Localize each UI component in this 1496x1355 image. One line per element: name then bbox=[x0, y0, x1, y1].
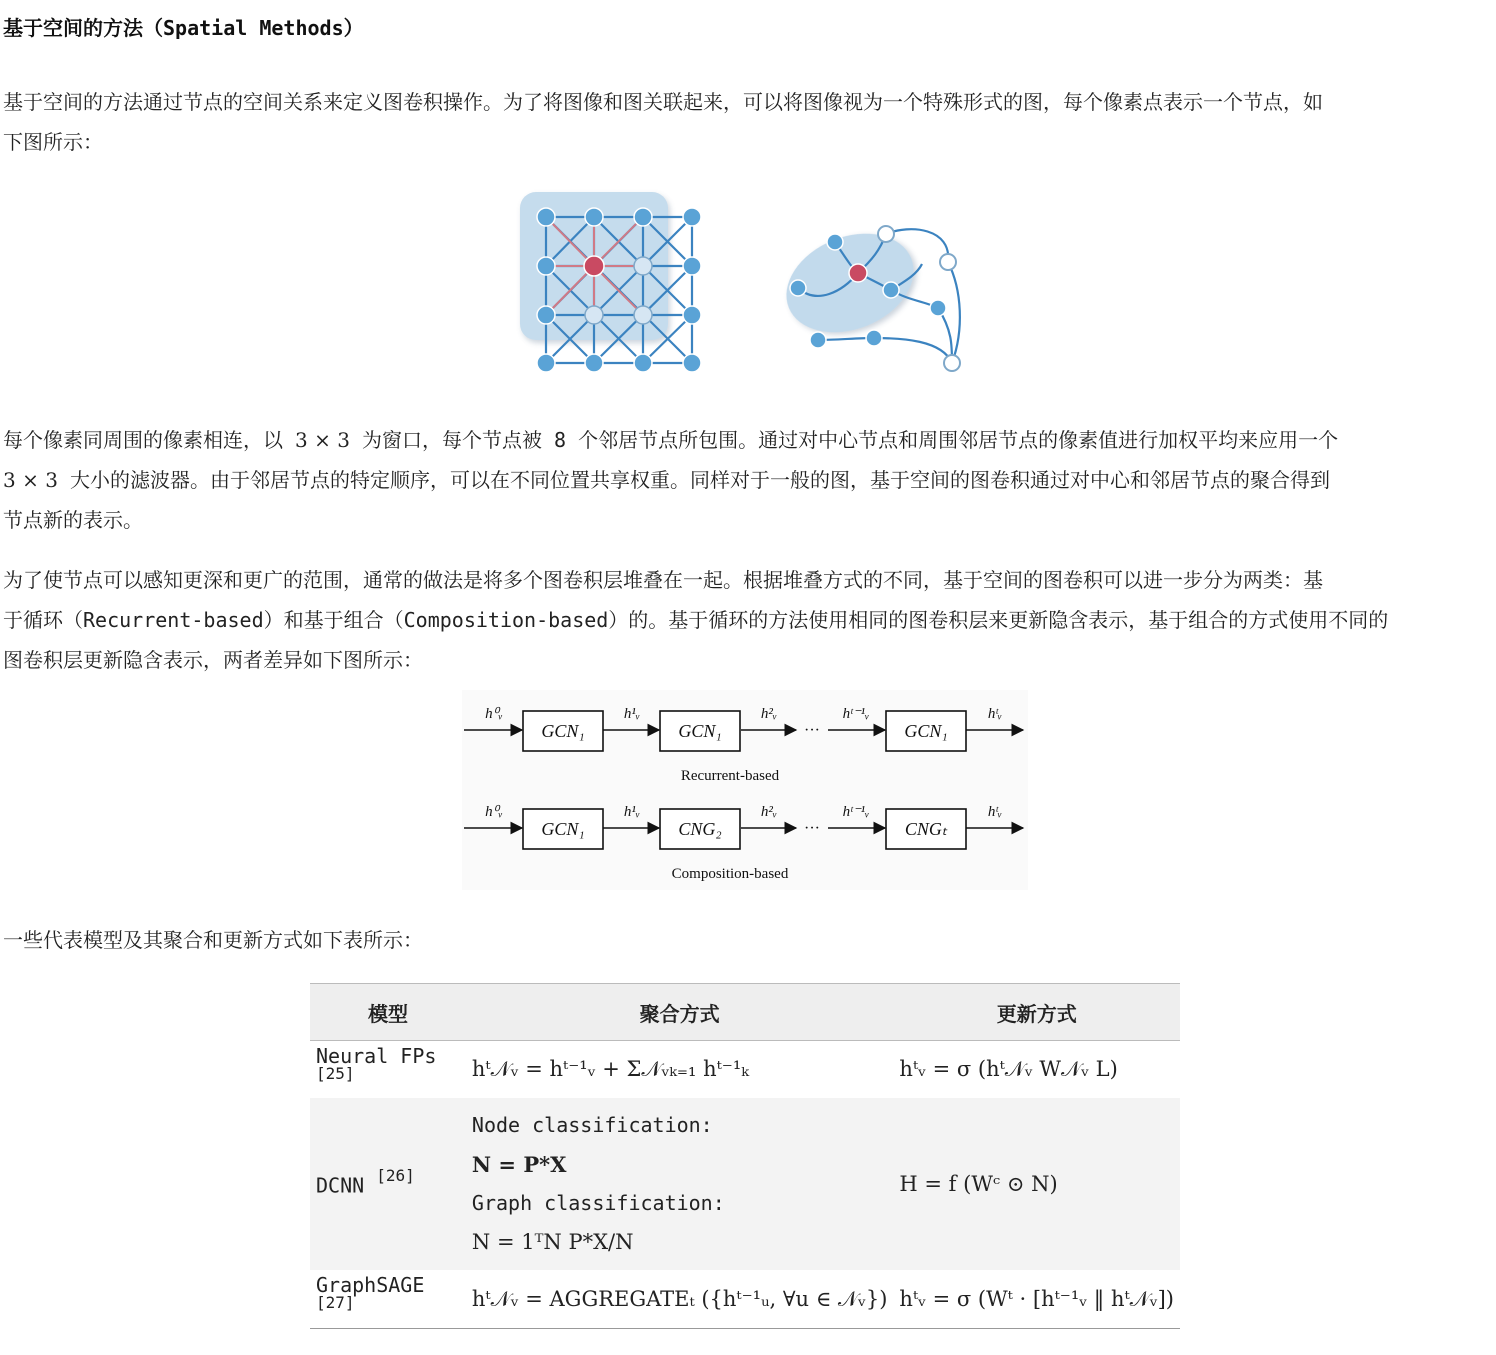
paragraph-line: 于循环（Recurrent-based）和基于组合（Composition-based）的。基于循环的方法使用相同的图卷积层来更新隐含表示，基于组合的方式使用不同的 bbox=[3, 608, 1389, 632]
aggregation-formula: N = 1ᵀN P*X/N bbox=[471, 1230, 634, 1254]
composition-row bbox=[464, 804, 1023, 882]
edge-label: h²ᵥ bbox=[760, 706, 778, 722]
update-formula: hᵗᵥ = σ (hᵗ𝒩ᵥ W𝒩ᵥ L) bbox=[899, 1057, 1118, 1081]
paragraph-text: 每个像素同周围的像素相连，以 bbox=[3, 428, 296, 452]
models-table bbox=[310, 983, 1180, 1329]
table-header-row bbox=[310, 984, 1180, 1041]
paragraph-line: 下图所示： bbox=[3, 130, 103, 154]
citation-link[interactable]: [27] bbox=[316, 1293, 355, 1313]
gcn-box-label: GCN₁ bbox=[541, 819, 585, 839]
edge-label: h²ᵥ bbox=[760, 804, 778, 820]
section-heading: 基于空间的方法（Spatial Methods） bbox=[3, 16, 364, 40]
header-model: 模型 bbox=[310, 984, 466, 1041]
header-update: 更新方式 bbox=[893, 984, 1180, 1041]
gcn-box-label: CNGₜ bbox=[904, 819, 948, 839]
update-formula: H = f (Wᶜ ⊙ N) bbox=[893, 1098, 1180, 1270]
citation-link[interactable]: [25] bbox=[316, 1063, 355, 1083]
model-cell bbox=[310, 1098, 466, 1270]
gcn-box-label: CNG₂ bbox=[678, 819, 722, 839]
recurrent-boxes bbox=[523, 711, 966, 751]
aggregation-note: Graph classification: bbox=[471, 1191, 725, 1215]
composition-boxes bbox=[523, 809, 966, 849]
math-window-size: 3 × 3 bbox=[295, 428, 350, 452]
model-name: GraphSAGE bbox=[316, 1273, 425, 1298]
recurrent-row bbox=[464, 706, 1023, 784]
gcn-box-label: GCN₁ bbox=[541, 721, 585, 741]
image-vs-graph-figure bbox=[512, 180, 974, 390]
citation-link[interactable]: [26] bbox=[376, 1166, 415, 1186]
graph-center-node bbox=[849, 264, 867, 282]
aggregation-cell bbox=[466, 1098, 894, 1270]
edge-label: h⁰ᵥ bbox=[485, 706, 503, 722]
recurrent-vs-composition-diagram bbox=[462, 690, 1028, 890]
edge-label: hᵗ⁻¹ᵥ bbox=[842, 804, 870, 820]
paragraph-text: 节点新的表示。 bbox=[3, 508, 143, 532]
header-aggregation: 聚合方式 bbox=[466, 984, 894, 1041]
math-filter-size: 3 × 3 bbox=[3, 468, 58, 492]
model-cell bbox=[310, 1041, 466, 1099]
paragraph-line: 图卷积层更新隐含表示，两者差异如下图所示： bbox=[3, 648, 423, 672]
grid-center-node bbox=[584, 256, 604, 276]
aggregation-formula: N = P*X bbox=[471, 1152, 567, 1177]
paragraph-line: 为了使节点可以感知更深和更广的范围，通常的做法是将多个图卷积层堆叠在一起。根据堆叠方式的不同，基于空间的图卷积可以进一步分为两类：基 bbox=[3, 568, 1323, 592]
edge-label: h⁰ᵥ bbox=[485, 804, 503, 820]
model-cell bbox=[310, 1270, 466, 1329]
paragraph-text: 大小的滤波器。由于邻居节点的特定顺序，可以在不同位置共享权重。同样对于一般的图，基于空间的图卷积通过对中心和邻居节点的聚合得到 bbox=[57, 468, 1330, 492]
table-row bbox=[310, 1098, 1180, 1270]
gcn-box-label: GCN₁ bbox=[904, 721, 948, 741]
model-name: Neural FPs bbox=[316, 1043, 437, 1068]
diagram-caption: Recurrent-based bbox=[680, 768, 780, 784]
gcn-box-label: GCN₁ bbox=[678, 721, 722, 741]
paragraph-text: 为窗口，每个节点被 8 个邻居节点所包围。通过对中心节点和周围邻居节点的像素值进行加权平均来应用一个 bbox=[349, 428, 1339, 452]
table-row bbox=[310, 1041, 1180, 1099]
model-name: DCNN bbox=[316, 1173, 365, 1198]
aggregation-formula: hᵗ𝒩ᵥ = AGGREGATEₜ ({hᵗ⁻¹ᵤ, ∀u ∈ 𝒩ᵥ}) bbox=[466, 1270, 894, 1329]
aggregation-note: Node classification: bbox=[471, 1113, 713, 1137]
paragraph-intro bbox=[3, 82, 1491, 162]
edge-label: hᵗᵥ bbox=[987, 804, 1003, 820]
ellipsis: ··· bbox=[804, 722, 820, 739]
edge-label: hᵗᵥ bbox=[987, 706, 1003, 722]
paragraph-convolution bbox=[3, 420, 1491, 540]
edge-label: h¹ᵥ bbox=[623, 706, 641, 722]
ellipsis: ··· bbox=[804, 820, 820, 837]
update-formula: hᵗᵥ = σ (Wᵗ · [hᵗ⁻¹ᵥ ‖ hᵗ𝒩ᵥ]) bbox=[893, 1270, 1180, 1329]
table-row bbox=[310, 1270, 1180, 1329]
aggregation-formula: hᵗ𝒩ᵥ = hᵗ⁻¹ᵥ + Σ𝒩ᵥₖ₌₁ hᵗ⁻¹ₖ bbox=[471, 1057, 749, 1081]
edge-label: h¹ᵥ bbox=[623, 804, 641, 820]
paragraph-table-intro: 一些代表模型及其聚合和更新方式如下表所示： bbox=[3, 928, 423, 952]
diagram-caption: Composition-based bbox=[671, 866, 789, 882]
edge-label: hᵗ⁻¹ᵥ bbox=[842, 706, 870, 722]
paragraph-line: 基于空间的方法通过节点的空间关系来定义图卷积操作。为了将图像和图关联起来，可以将图像视为一个特殊形式的图，每个像素点表示一个节点，如 bbox=[3, 90, 1323, 114]
paragraph-stacking bbox=[3, 560, 1491, 680]
